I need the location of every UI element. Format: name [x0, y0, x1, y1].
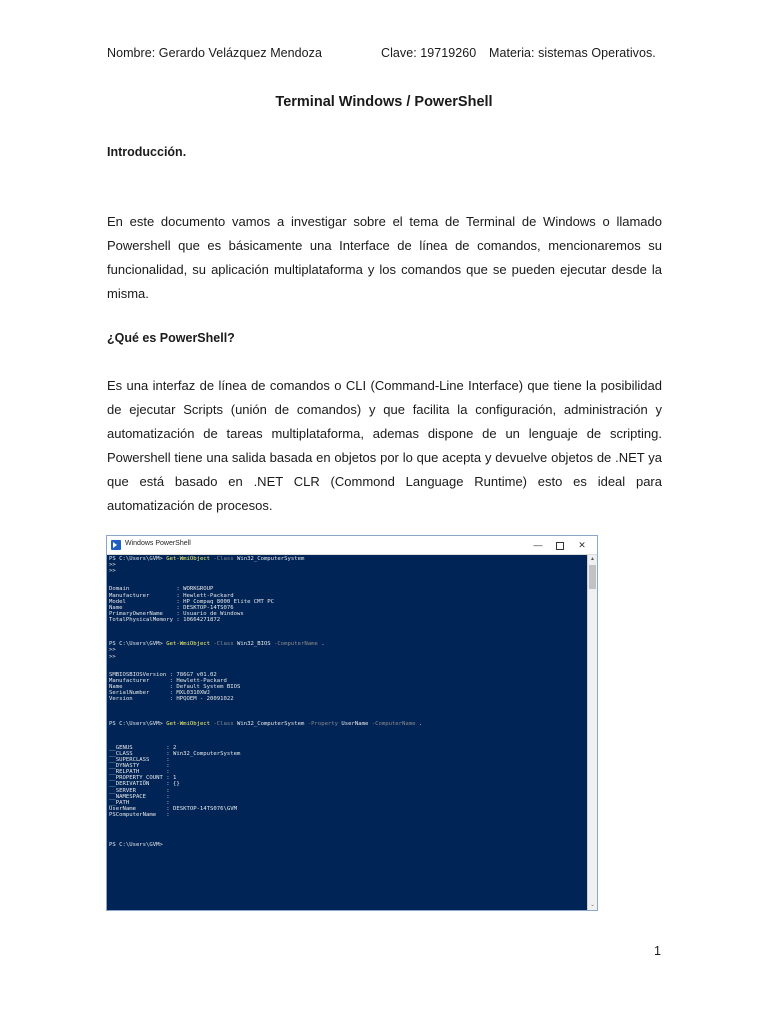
console-text: __RELPATH :	[109, 769, 170, 776]
document-title: Terminal Windows / PowerShell	[275, 94, 493, 110]
console-text: SerialNumber : MXL0310XWJ	[109, 690, 211, 697]
console-text: PS C:\Users\GVM>	[109, 842, 163, 849]
console-text: PS C:\Users\GVM>	[109, 720, 167, 727]
console-text: -ComputerName	[368, 720, 419, 727]
console-text: Name : DESKTOP-14TS076	[109, 604, 234, 611]
scroll-down-icon: ⌄	[590, 902, 595, 908]
console-text: .	[321, 641, 325, 648]
console-text: SMBIOSBIOSVersion : 786G7 v01.02	[109, 671, 217, 678]
console-text: -Class	[210, 641, 237, 648]
intro-paragraph: En este documento vamos a investigar sobre el tema de Terminal de Windows o llamado Powershell que es básicamente una Interface de línea de comandos, mencionaremos su funcionalidad, su aplicación multiplataforma y los comandos que se pueden ejecutar desde la misma.	[107, 214, 662, 301]
close-button: ✕	[578, 540, 586, 550]
student-name: Nombre: Gerardo Velázquez Mendoza	[107, 46, 322, 60]
powershell-window-title: Windows PowerShell	[125, 540, 191, 547]
document-header	[107, 46, 667, 64]
console-text: __DYNASTY :	[109, 763, 170, 770]
console-text: PS C:\Users\GVM>	[109, 641, 167, 648]
console-text: UserName : DESKTOP-14TS076\GVM	[109, 805, 237, 812]
console-text: __SUPERCLASS :	[109, 757, 170, 764]
powershell-titlebar	[107, 536, 597, 555]
console-text: __NAMESPACE :	[109, 793, 170, 800]
scrollbar-thumb	[589, 565, 596, 589]
what-is-powershell-heading: ¿Qué es PowerShell?	[107, 331, 235, 345]
console-text: Model : HP Compaq 8000 Elite CMT PC	[109, 598, 275, 605]
console-text: >>	[109, 653, 116, 660]
console-text: -Class	[210, 720, 237, 727]
console-text: Get-WmiObject	[166, 720, 211, 727]
console-text: __DERIVATION : {}	[109, 781, 180, 788]
console-text: -Property	[304, 720, 342, 727]
console-text: Win32_ComputerSystem	[237, 720, 305, 727]
minimize-button: —	[533, 540, 543, 550]
console-text: PS C:\Users\GVM>	[109, 556, 167, 562]
console-text: PSComputerName :	[109, 811, 170, 818]
powershell-screenshot	[106, 535, 598, 911]
console-text: .	[418, 720, 423, 727]
console-text: Win32_ComputerSystem	[237, 556, 305, 562]
page-number: 1	[654, 944, 661, 958]
console-text: Get-WmiObject	[166, 556, 211, 562]
console-text: >>	[109, 562, 116, 569]
console-text: Get-WmiObject	[166, 641, 211, 648]
console-text: Manufacturer : Hewlett-Packard	[109, 677, 227, 684]
powershell-console-output	[107, 555, 588, 910]
console-text: __CLASS : Win32_ComputerSystem	[109, 751, 241, 757]
console-line	[109, 842, 586, 848]
student-id: Clave: 19719260	[381, 46, 477, 60]
maximize-button	[553, 538, 567, 552]
console-text: Win32_BIOS	[237, 641, 271, 648]
console-text: __GENUS : 2	[109, 744, 177, 751]
console-text: -Class	[210, 556, 237, 562]
console-text: Name : Default System BIOS	[109, 683, 241, 690]
console-text: UserName	[341, 720, 369, 727]
console-text: Version : HPQOEM - 20091022	[109, 696, 234, 703]
console-scrollbar	[587, 555, 597, 910]
console-text: -ComputerName	[270, 641, 322, 648]
console-text: >>	[109, 647, 116, 654]
scroll-up-icon: ▲	[590, 556, 595, 562]
console-text: Manufacturer : Hewlett-Packard	[109, 592, 234, 599]
maximize-icon	[556, 542, 564, 550]
console-text: >>	[109, 568, 116, 575]
powershell-app-icon	[111, 540, 121, 550]
console-text: __SERVER :	[109, 787, 170, 794]
console-text: PrimaryOwnerName : Usuario de Windows	[109, 610, 244, 617]
intro-heading: Introducción.	[107, 145, 187, 159]
console-text: __PATH :	[109, 799, 170, 806]
console-text: __PROPERTY_COUNT : 1	[109, 775, 177, 782]
subject: Materia: sistemas Operativos.	[489, 46, 656, 60]
what-is-powershell-paragraph: Es una interfaz de línea de comandos o CLI (Command-Line Interface) que tiene la posibilidad de ejecutar Scripts (unión de comandos) y que facilita la configuración, administración y automatización de tareas multiplataforma, ademas dispone de un lenguaje de scripting. Powershell tiene una salida basada en objetos por lo que acepta y devuelve objetos de .NET ya que está basado en .NET CLR (Commond Language Runtime) esto es ideal para automatización de procesos.	[107, 378, 662, 513]
console-text: Domain : WORKGROUP	[109, 586, 214, 593]
console-text: TotalPhysicalMemory : 10664271872	[109, 616, 221, 623]
